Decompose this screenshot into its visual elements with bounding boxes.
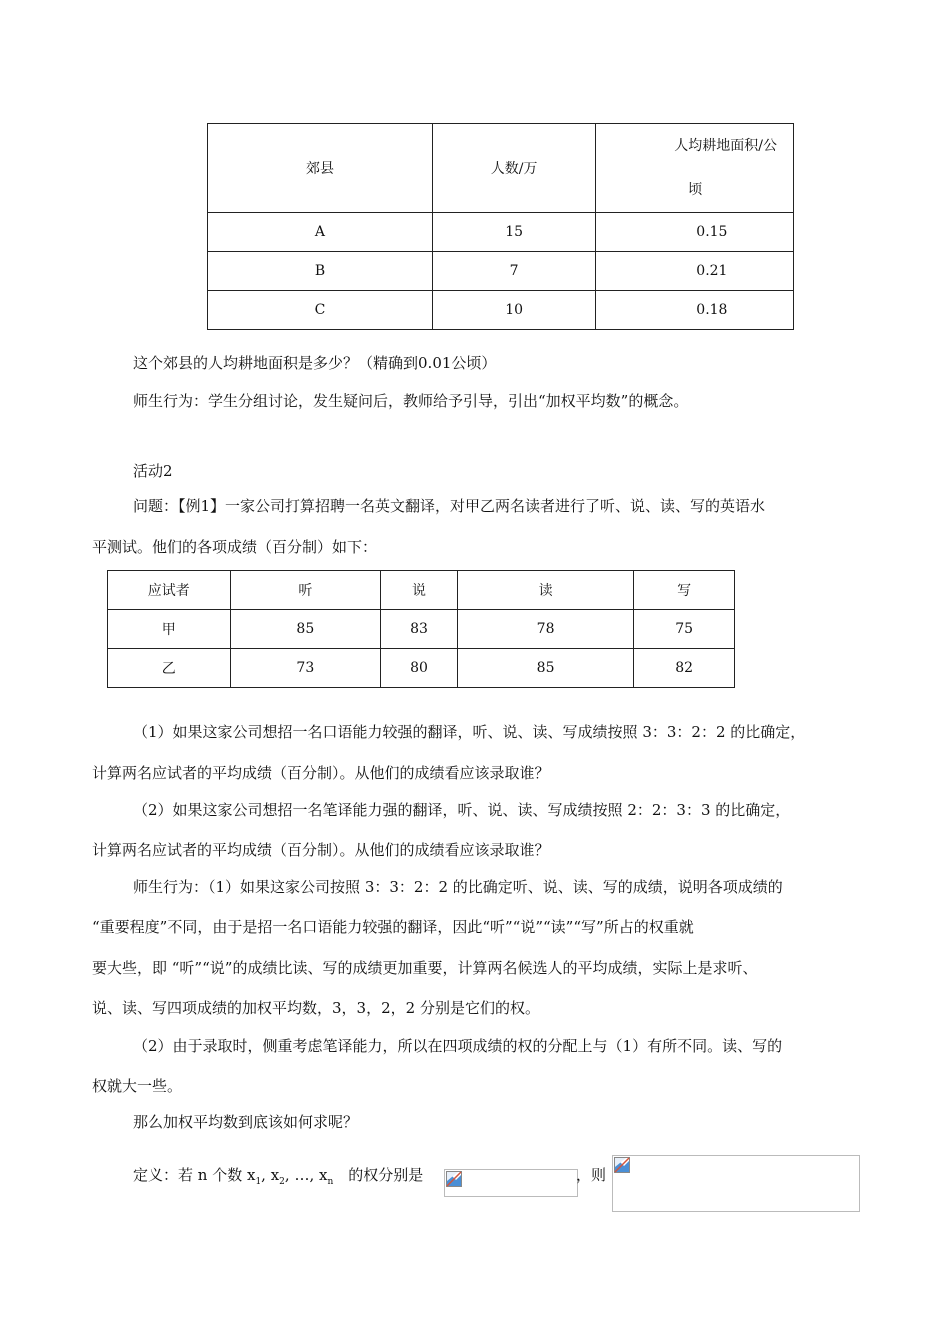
- table-row: [208, 291, 794, 330]
- table-row: [208, 213, 794, 252]
- broken-image-icon: [614, 1157, 630, 1173]
- subscript-2: 2: [279, 1177, 285, 1187]
- answer-1-line-3: 要大些，即 “听”“说”的成绩比读、写的成绩更加重要，计算两名候选人的平均成绩，实际上是求听、: [92, 959, 758, 977]
- cell-area: 0.21: [596, 252, 794, 291]
- answer-1-line-1: 师生行为：（1）如果这家公司按照 3：3：2：2 的比确定听、说、读、写的成绩，说明各项成绩的: [133, 878, 783, 896]
- weights-formula-image: [444, 1169, 578, 1197]
- cell-candidate: 甲: [108, 610, 231, 649]
- definition-text: [133, 1165, 423, 1192]
- paragraph-question: 这个郊县的人均耕地面积是多少？（精确到0.01公顷）: [133, 354, 497, 372]
- header-population: 人数/万: [432, 124, 595, 213]
- cell-write: 82: [634, 649, 735, 688]
- cell-area: 0.15: [596, 213, 794, 252]
- header-area: [596, 124, 794, 213]
- definition-sep-2: , …, x: [284, 1166, 328, 1184]
- header-speak: 说: [381, 571, 458, 610]
- question-2-line-2: 计算两名应试者的平均成绩（百分制）。从他们的成绩看应该录取谁？: [92, 841, 550, 859]
- cell-county: B: [208, 252, 433, 291]
- header-listen: 听: [230, 571, 381, 610]
- problem-line-1: 问题：【例1】一家公司打算招聘一名英文翻译，对甲乙两名读者进行了听、说、读、写的英语水: [133, 497, 766, 515]
- cell-speak: 80: [381, 649, 458, 688]
- activity-heading: 活动2: [133, 462, 173, 480]
- table-row: [108, 649, 735, 688]
- header-write: 写: [634, 571, 735, 610]
- cell-population: 7: [432, 252, 595, 291]
- question-1-line-1: （1）如果这家公司想招一名口语能力较强的翻译，听、说、读、写成绩按照 3：3：2：2 的比确定，: [133, 723, 806, 741]
- cell-population: 15: [432, 213, 595, 252]
- header-county: 郊县: [208, 124, 433, 213]
- cell-population: 10: [432, 291, 595, 330]
- cell-area: 0.18: [596, 291, 794, 330]
- definition-prefix: 定义：若 n 个数 x: [133, 1166, 256, 1184]
- subscript-1: 1: [255, 1177, 262, 1187]
- cell-read: 85: [457, 649, 633, 688]
- question-2-line-1: （2）如果这家公司想招一名笔译能力强的翻译，听、说、读、写成绩按照 2：2：3：3 的比确定，: [133, 801, 791, 819]
- cell-county: C: [208, 291, 433, 330]
- cell-county: A: [208, 213, 433, 252]
- paragraph-teacher-action: 师生行为：学生分组讨论，发生疑问后，教师给予引导，引出“加权平均数”的概念。: [133, 392, 689, 410]
- cell-write: 75: [634, 610, 735, 649]
- answer-1-line-4: 说、读、写四项成绩的加权平均数，3，3，2，2 分别是它们的权。: [92, 999, 540, 1017]
- question-1-line-2: 计算两名应试者的平均成绩（百分制）。从他们的成绩看应该录取谁？: [92, 764, 550, 782]
- broken-image-icon: [446, 1171, 462, 1187]
- definition-sep-1: , x: [261, 1166, 280, 1184]
- subscript-n: n: [327, 1177, 334, 1187]
- cell-candidate: 乙: [108, 649, 231, 688]
- header-area-line1: 人均耕地面积/公: [674, 138, 777, 154]
- weighted-mean-formula-image: [612, 1155, 860, 1212]
- table-header-row: [208, 124, 794, 213]
- definition-weights-text: 的权分别是: [333, 1166, 424, 1184]
- answer-2-line-2: 权就大一些。: [92, 1077, 183, 1095]
- header-candidate: 应试者: [108, 571, 231, 610]
- header-area-line2: 顷: [688, 182, 703, 198]
- answer-1-line-2: “重要程度”不同，由于是招一名口语能力较强的翻译，因此“听”“说”“读”“写”所占的权重就: [92, 918, 694, 936]
- header-read: 读: [457, 571, 633, 610]
- definition-then: ，则: [576, 1166, 607, 1184]
- table-row: [208, 252, 794, 291]
- question-how-to-compute: 那么加权平均数到底该如何求呢？: [133, 1113, 359, 1131]
- cell-listen: 73: [230, 649, 381, 688]
- table-row: [108, 610, 735, 649]
- problem-line-2: 平测试。他们的各项成绩（百分制）如下：: [92, 538, 378, 556]
- answer-2-line-1: （2）由于录取时，侧重考虑笔译能力，所以在四项成绩的权的分配上与（1）有所不同。读、写的: [133, 1037, 783, 1055]
- table-header-row: [108, 571, 735, 610]
- cell-speak: 83: [381, 610, 458, 649]
- cell-read: 78: [457, 610, 633, 649]
- scores-table: [107, 570, 735, 688]
- cell-listen: 85: [230, 610, 381, 649]
- county-table: [207, 123, 794, 330]
